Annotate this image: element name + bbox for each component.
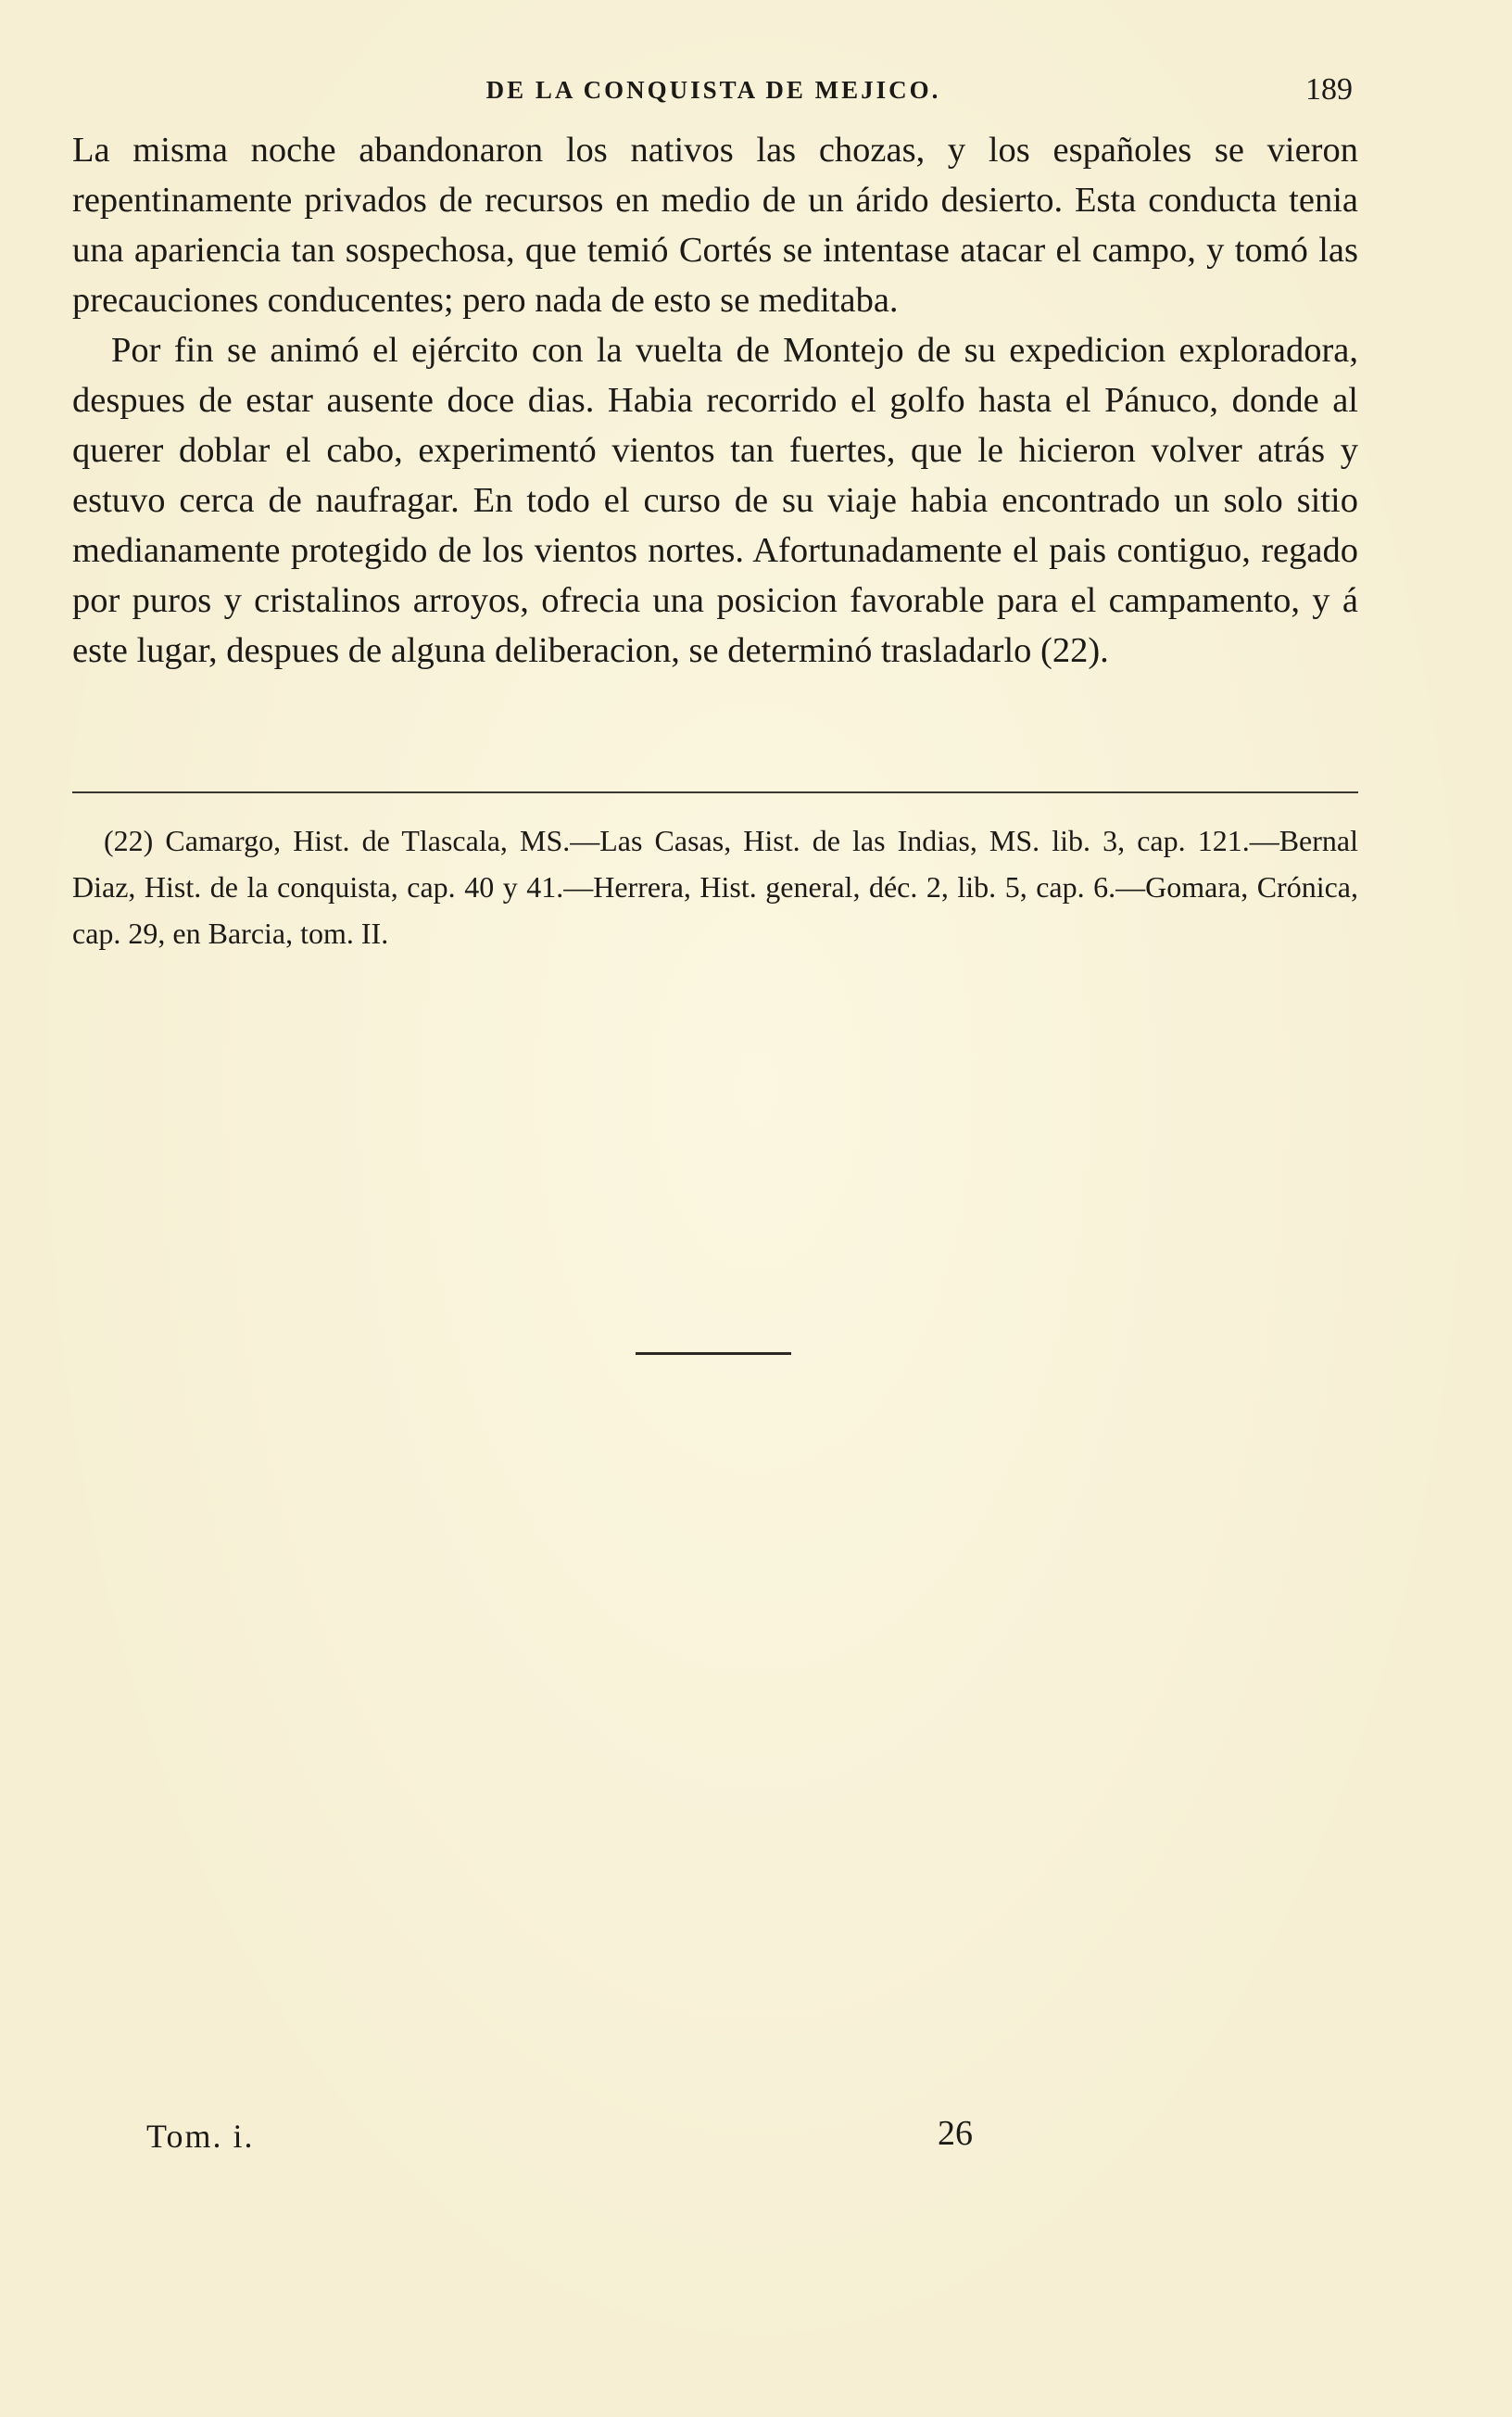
body-text [72, 125, 1358, 676]
footnote-divider [72, 791, 1358, 793]
footnote: (22) Camargo, Hist. de Tlascala, MS.—Las Casas, Hist. de las Indias, MS. lib. 3, cap. 121.—Bernal Diaz, Hist. de la conquista, cap. 40 y 41.—Herrera, Hist. general, déc. 2, lib. 5, cap. 6.—Gomara, Crónica, cap. 29, en Barcia, tom. II. [72, 824, 1358, 950]
footnote-block [72, 817, 1358, 956]
section-end-rule [636, 1352, 791, 1355]
signature-number: 26 [938, 2114, 973, 2153]
paragraph: La misma noche abandonaron los nativos las chozas, y los españoles se vieron repentinamente privados de recursos en medio de un árido desierto. Esta conducta tenia una apariencia tan sospechosa, que temió Cortés se intentase atacar el campo, y tomó las precauciones conducentes; pero nada de esto se meditaba. [72, 131, 1358, 320]
running-title: DE LA CONQUISTA DE MEJICO. [485, 76, 941, 104]
running-head [74, 72, 1353, 113]
paragraph: Por fin se animó el ejército con la vuelta de Montejo de su expedicion exploradora, despues de estar ausente doce dias. Habia recorrido el golfo hasta el Pánuco, donde al querer doblar el cabo, experimentó vientos tan fuertes, que le hicieron volver atrás y estuvo cerca de naufragar. En todo el curso de su viaje habia encontrado un solo sitio medianamente protegido de los vientos nortes. Afortunadamente el pais contiguo, regado por puros y cristalinos arroyos, ofrecia una posicion favorable para el campamento, y á este lugar, despues de alguna deliberacion, se determinó trasladarlo (22). [72, 331, 1358, 670]
page-number: 189 [1305, 72, 1353, 107]
signature-mark: Tom. i. [146, 2118, 255, 2155]
